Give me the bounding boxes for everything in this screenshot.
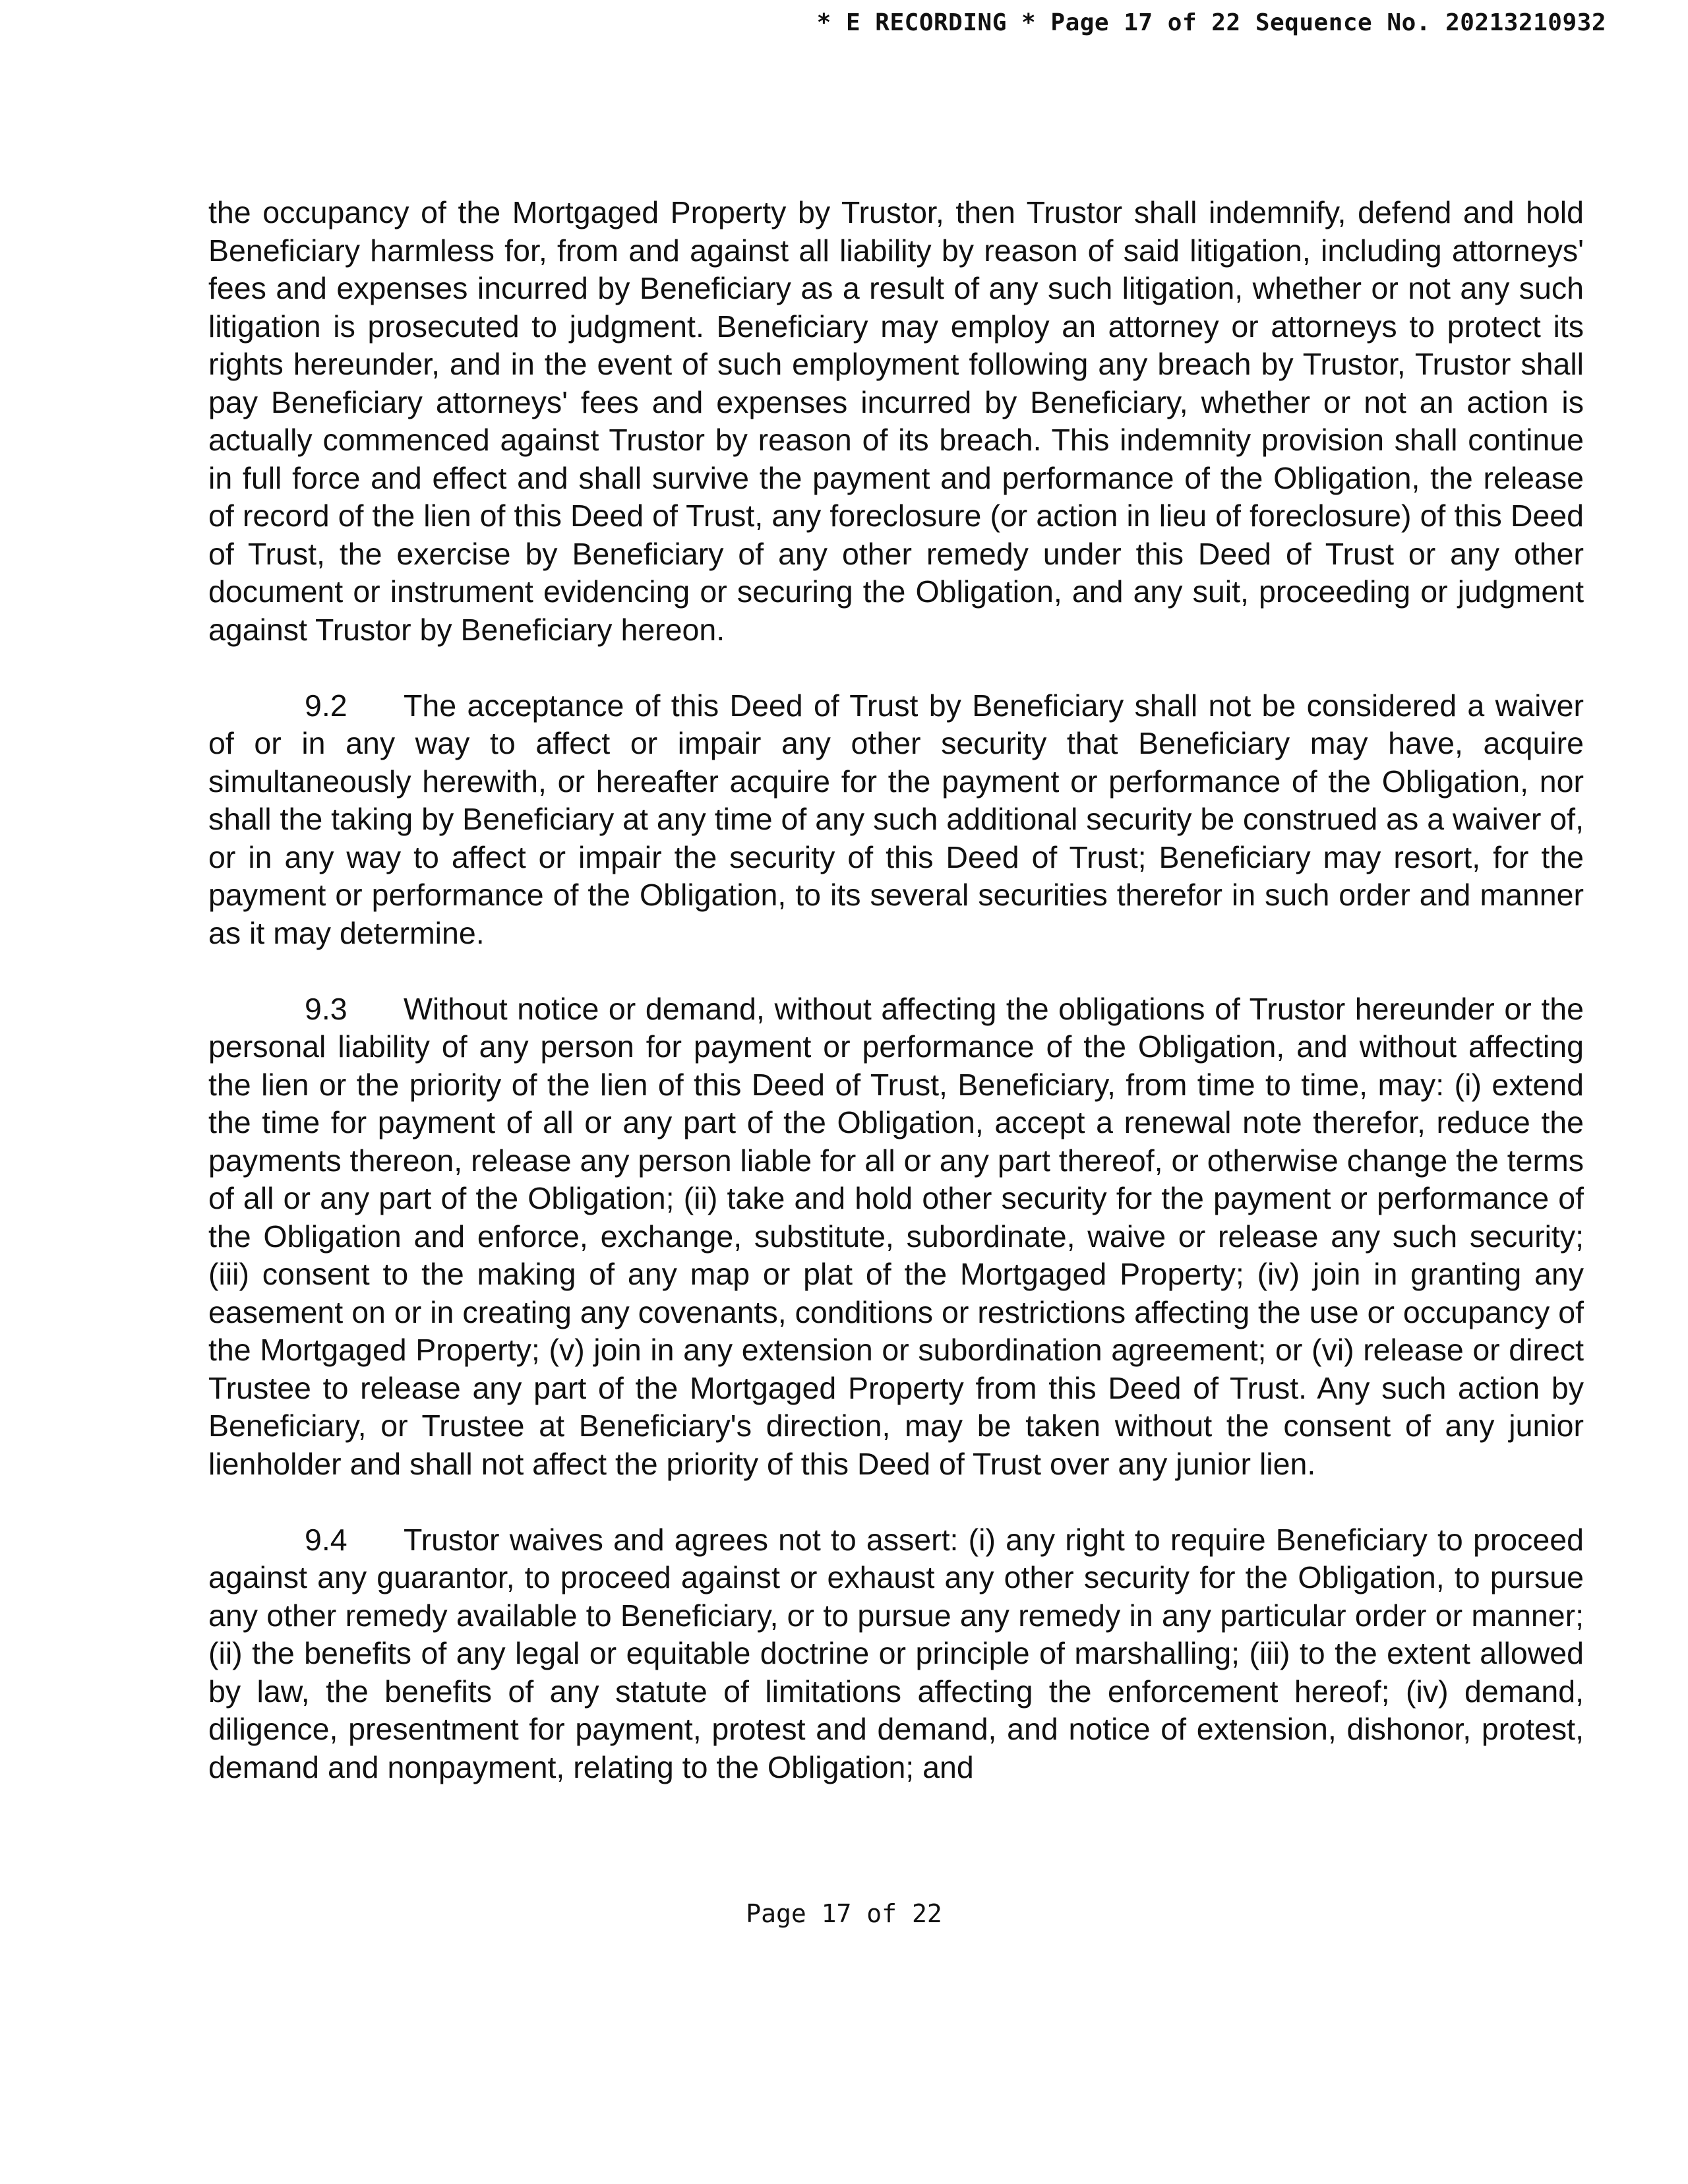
page-number-footer: Page 17 of 22 <box>746 1899 942 1928</box>
paragraph-text: Trustor waives and agrees not to assert: (i) any right to require Beneficiary to proceed against any guarantor, to proceed against or exhaust any other security for the Obligation, to pursue any other remedy available to Beneficiary, or to pursue any remedy in any particular order or manner; (ii) the benefits of any legal or equitable doctrine or principle of marshalling; (iii) to the extent allowed by law, the benefits of any statute of limitations affecting the enforcement hereof; (iv) demand, diligence, presentment for payment, protest and demand, and notice of extension, dishonor, protest, demand and nonpayment, relating to the Obligation; and <box>208 1522 1584 1784</box>
paragraph-section-9-4 <box>208 1521 1584 1787</box>
paragraph-section-9-3 <box>208 990 1584 1484</box>
paragraph-section-9-2 <box>208 687 1584 953</box>
section-number: 9.3 <box>305 991 347 1026</box>
section-number: 9.2 <box>305 688 347 723</box>
paragraph-text: Without notice or demand, without affecting the obligations of Trustor hereunder or the personal liability of any person for payment or performance of the Obligation, and without affecting the lien or the priority of the lien of this Deed of Trust, Beneficiary, from time to time, may: (i) extend the time for payment of all or any part of the Obligation, accept a renewal note therefor, reduce the payments thereon, release any person liable for all or any part thereof, or otherwise change the terms of all or any part of the Obligation; (ii) take and hold other security for the payment or performance of the Obligation and enforce, exchange, substitute, subordinate, waive or release any such security; (iii) consent to the making of any map or plat of the Mortgaged Property; (iv) join in granting any easement on or in creating any covenants, conditions or restrictions affecting the use or occupancy of the Mortgaged Property; (v) join in any extension or subordination agreement; or (vi) release or direct Trustee to release any part of the Mortgaged Property from this Deed of Trust. Any such action by Beneficiary, or Trustee at Beneficiary's direction, may be taken without the consent of any junior lienholder and shall not affect the priority of this Deed of Trust over any junior lien. <box>208 991 1584 1481</box>
paragraph-continuation: the occupancy of the Mortgaged Property by Trustor, then Trustor shall indemnify, defend and hold Beneficiary harmless for, from and against all liability by reason of said litigation, including attorneys' fees and expenses incurred by Beneficiary as a result of any such litigation, whether or not any such litigation is prosecuted to judgment. Beneficiary may employ an attorney or attorneys to protect its rights hereunder, and in the event of such employment following any breach by Trustor, Trustor shall pay Beneficiary attorneys' fees and expenses incurred by Beneficiary, whether or not an action is actually commenced against Trustor by reason of its breach. This indemnity provision shall continue in full force and effect and shall survive the payment and performance of the Obligation, the release of record of the lien of this Deed of Trust, any foreclosure (or action in lieu of foreclosure) of this Deed of Trust, the exercise by Beneficiary of any other remedy under this Deed of Trust or any other document or instrument evidencing or securing the Obligation, and any suit, proceeding or judgment against Trustor by Beneficiary hereon. <box>208 195 1584 647</box>
section-number: 9.4 <box>305 1522 347 1557</box>
paragraph-text: The acceptance of this Deed of Trust by Beneficiary shall not be considered a waiver of or in any way to affect or impair any other security that Beneficiary may have, acquire simultaneously herewith, or hereafter acquire for the payment or performance of the Obligation, nor shall the taking by Beneficiary at any time of any such additional security be construed as a waiver of, or in any way to affect or impair the security of this Deed of Trust; Beneficiary may resort, for the payment or performance of the Obligation, to its several securities therefor in such order and manner as it may determine. <box>208 688 1584 950</box>
document-body <box>208 194 1584 1786</box>
recording-stamp-header: * E RECORDING * Page 17 of 22 Sequence No. 20213210932 <box>816 9 1606 36</box>
